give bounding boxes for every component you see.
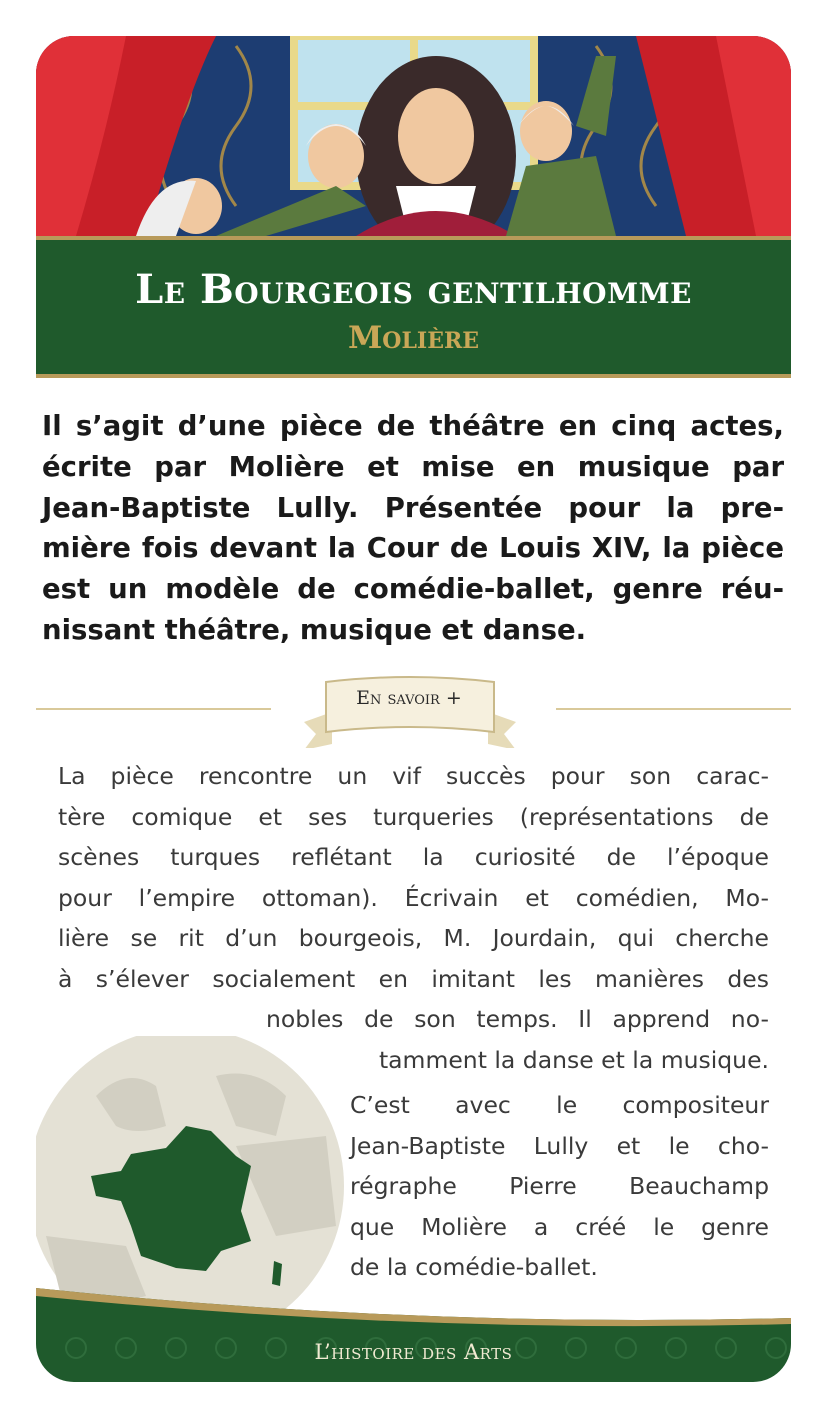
footer-series-label: L’histoire des Arts [314, 1340, 513, 1364]
card [36, 36, 791, 1382]
body-line: nobles de son temps. Il apprend no- [266, 1005, 769, 1033]
body-paragraph-2 [350, 1085, 769, 1288]
theatre-illustration [36, 36, 791, 236]
body-line: La pièce rencontre un vif succès pour son carac- [58, 762, 769, 790]
body-line: C’est avec le compositeur [350, 1091, 769, 1119]
body-line: lière se rit d’un bourgeois, M. Jourdain, qui cherche [58, 924, 769, 952]
ribbon-banner-icon [304, 672, 516, 748]
intro-line: nissant théâtre, musique et danse. [42, 613, 587, 646]
body-line: tère comique et ses turqueries (représentations de [58, 802, 769, 831]
author-name: Molière [347, 320, 480, 356]
body-line: pour l’empire ottoman). Écrivain et comédien, Mo- [58, 883, 769, 912]
page-title: Le Bourgeois gentilhomme [135, 266, 692, 313]
body-line: que Molière a créé le genre [350, 1212, 769, 1241]
intro-paragraph [42, 406, 784, 651]
body-line: de la comédie-ballet. [350, 1253, 598, 1281]
body-line: scènes turques reflétant la curiosité de l’époque [58, 843, 769, 871]
bottom-gold-rule [36, 374, 791, 378]
en-savoir-plus-label: En savoir + [356, 687, 462, 709]
title-band [36, 240, 791, 374]
footer-band [36, 1288, 791, 1382]
intro-line: écrite par Molière et mise en musique par [42, 450, 784, 483]
body-line: à s’élever socialement en imitant les manières des [58, 964, 769, 993]
divider-right [556, 708, 791, 710]
divider-left [36, 708, 271, 710]
body-paragraph-1 [58, 756, 769, 999]
body-line: Jean-Baptiste Lully et le cho- [350, 1131, 769, 1160]
body-line: tamment la danse et la musique. [378, 1045, 769, 1074]
intro-line: mière fois devant la Cour de Louis XIV, la pièce [42, 532, 784, 565]
intro-line: Jean-Baptiste Lully. Présentée pour la pre- [42, 491, 784, 524]
intro-line: est un modèle de comédie-ballet, genre réu- [42, 573, 784, 606]
intro-line: Il s’agit d’une pièce de théâtre en cinq actes, [42, 410, 784, 442]
body-line: régraphe Pierre Beauchamp [350, 1172, 769, 1200]
